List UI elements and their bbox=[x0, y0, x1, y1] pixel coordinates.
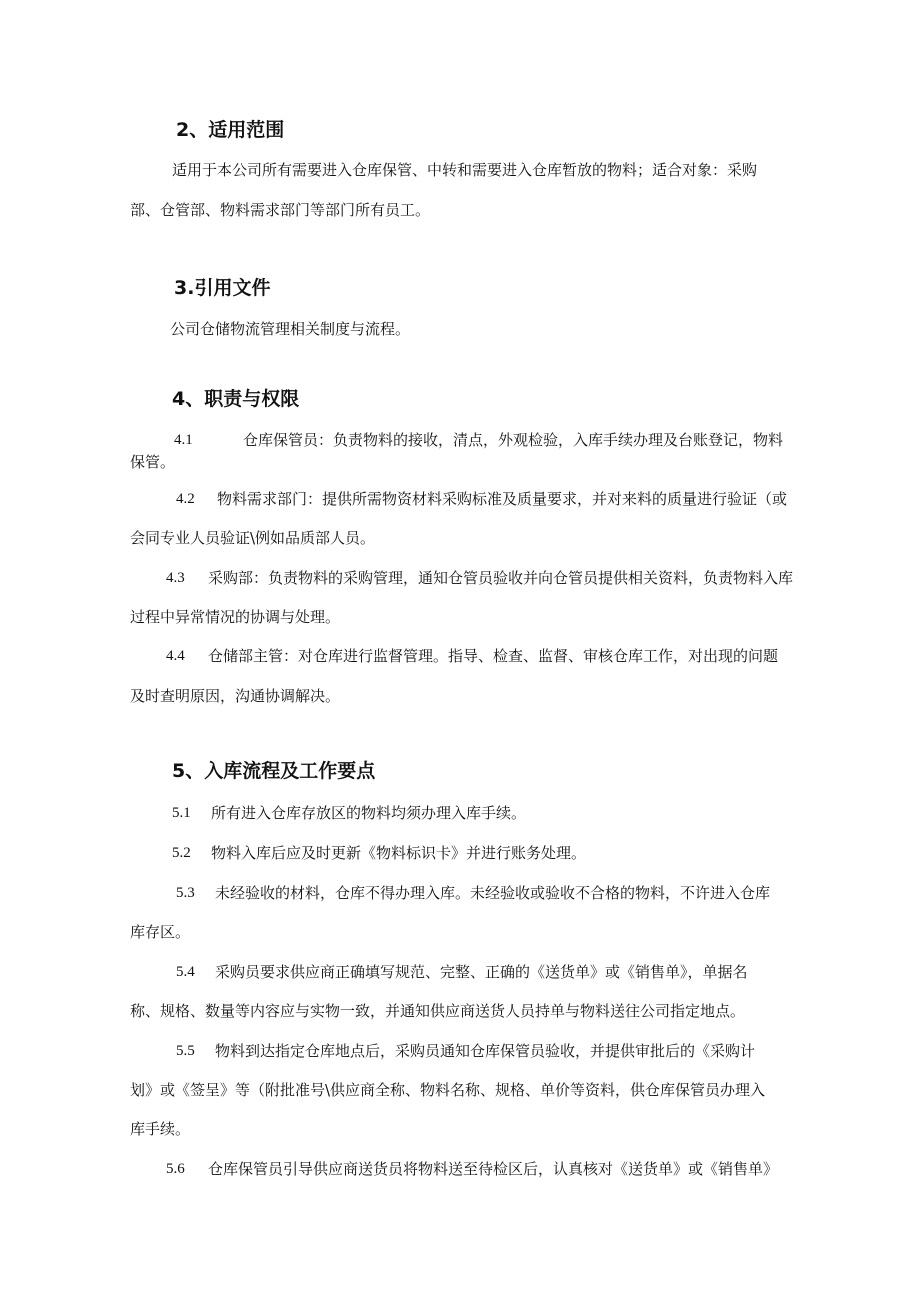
item-text: 划》或《签呈》等（附批准号\供应商全称、物料名称、规格、单价等资料，供仓库保管员办理入 bbox=[130, 1081, 766, 1099]
item-number: 5.5 bbox=[176, 1043, 195, 1059]
item-number: 5.4 bbox=[176, 964, 195, 980]
item-text: 物料需求部门：提供所需物资材料采购标准及质量要求，并对来料的质量进行验证（或 bbox=[217, 490, 788, 508]
item-number: 5.3 bbox=[176, 885, 195, 901]
item-text: 所有进入仓库存放区的物料均须办理入库手续。 bbox=[211, 804, 527, 822]
item-text: 未经验收的材料，仓库不得办理入库。未经验收或验收不合格的物料，不许进入仓库 bbox=[215, 884, 771, 902]
item-text: 物料入库后应及时更新《物料标识卡》并进行账务处理。 bbox=[211, 844, 587, 862]
section-heading-references: 3.引用文件 bbox=[174, 277, 271, 299]
item-text: 及时查明原因，沟通协调解决。 bbox=[130, 687, 341, 705]
paragraph-line: 公司仓储物流管理相关制度与流程。 bbox=[170, 320, 411, 338]
item-text: 会同专业人员验证\例如品质部人员。 bbox=[130, 529, 376, 547]
item-number: 4.2 bbox=[176, 491, 195, 507]
item-number: 5.1 bbox=[172, 805, 191, 821]
paragraph-line: 适用于本公司所有需要进入仓库保管、中转和需要进入仓库暂放的物料；适合对象：采购 bbox=[172, 161, 758, 179]
item-text: 称、规格、数量等内容应与实物一致，并通知供应商送货人员持单与物料送往公司指定地点。 bbox=[130, 1002, 746, 1020]
section-heading-responsibilities: 4、职责与权限 bbox=[172, 388, 300, 410]
item-text: 仓库保管员引导供应商送货员将物料送至待检区后，认真核对《送货单》或《销售单》 bbox=[208, 1160, 779, 1178]
item-text: 库手续。 bbox=[130, 1120, 191, 1138]
item-text: 仓库保管员：负责物料的接收，清点，外观检验，入库手续办理及台账登记，物料 bbox=[243, 431, 784, 449]
item-number: 5.2 bbox=[172, 845, 191, 861]
item-number: 5.6 bbox=[166, 1161, 185, 1177]
section-heading-inbound-process: 5、入库流程及工作要点 bbox=[172, 760, 376, 782]
item-text: 库存区。 bbox=[130, 923, 191, 941]
item-text: 保管。 bbox=[130, 453, 176, 471]
item-text: 采购员要求供应商正确填写规范、完整、正确的《送货单》或《销售单》，单据名 bbox=[215, 963, 748, 981]
item-number: 4.4 bbox=[166, 648, 185, 664]
item-text: 采购部：负责物料的采购管理，通知仓管员验收并向仓管员提供相关资料，负责物料入库 bbox=[208, 569, 794, 587]
item-text: 仓储部主管：对仓库进行监督管理。指导、检查、监督、审核仓库工作，对出现的问题 bbox=[208, 647, 779, 665]
item-number: 4.1 bbox=[174, 432, 193, 448]
item-text: 过程中异常情况的协调与处理。 bbox=[130, 608, 341, 626]
section-heading-scope: 2、适用范围 bbox=[176, 119, 285, 141]
paragraph-line: 部、仓管部、物料需求部门等部门所有员工。 bbox=[130, 201, 431, 219]
item-number: 4.3 bbox=[166, 570, 185, 586]
item-text: 物料到达指定仓库地点后，采购员通知仓库保管员验收，并提供审批后的《采购计 bbox=[215, 1042, 756, 1060]
